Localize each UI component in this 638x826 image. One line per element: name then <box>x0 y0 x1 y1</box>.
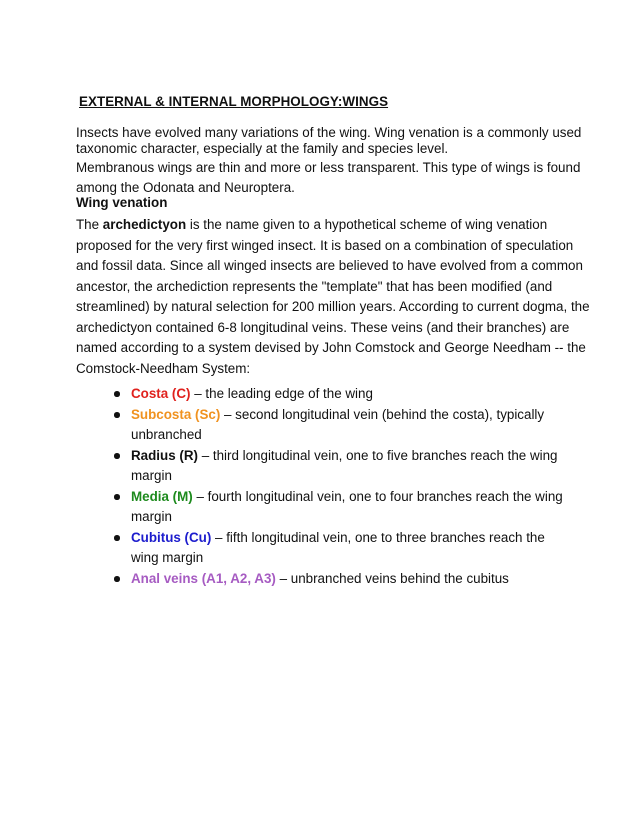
archedictyon-line: Comstock-Needham System: <box>76 360 251 376</box>
membranous-line: among the Odonata and Neuroptera. <box>76 180 295 195</box>
archedictyon-line <box>76 215 576 236</box>
vein-description: – the leading edge of the wing <box>190 386 373 401</box>
intro-line: Insects have evolved many variations of the wing. Wing venation is a commonly used <box>76 125 582 140</box>
list-item <box>114 384 574 404</box>
list-item <box>114 487 574 527</box>
vein-name: Costa (C) <box>131 386 191 401</box>
list-item <box>114 569 574 589</box>
vein-description: – unbranched veins behind the cubitus <box>275 571 509 586</box>
archedictyon-suffix: is the name given to a hypothetical scheme of wing venation <box>186 217 548 232</box>
membranous-paragraph <box>76 158 581 198</box>
vein-name: Cubitus (Cu) <box>131 530 212 545</box>
list-item <box>114 405 574 445</box>
archedictyon-paragraph <box>76 215 590 379</box>
list-item <box>114 446 574 486</box>
bullet-icon <box>114 391 120 397</box>
archedictyon-line: and fossil data. Since all winged insects are believed to have evolved from a common <box>76 258 583 273</box>
archedictyon-line: ancestor, the archediction represents the "template" that has been modified (and <box>76 278 553 294</box>
bullet-icon <box>114 576 120 582</box>
archedictyon-line: streamlined) by natural selection for 200 million years. According to current dogma, the <box>76 299 590 314</box>
intro-paragraph <box>76 125 582 157</box>
vein-description: – third longitudinal vein, one to five branches reach the wing margin <box>131 448 558 483</box>
archedictyon-term: archedictyon <box>102 217 187 232</box>
archedictyon-prefix: The <box>76 217 103 232</box>
vein-description: – fifth longitudinal vein, one to three branches reach the wing margin <box>131 530 545 565</box>
bullet-icon <box>114 494 120 500</box>
section-heading: Wing venation <box>76 195 168 210</box>
vein-name: Subcosta (Sc) <box>131 407 221 422</box>
vein-list <box>114 384 574 590</box>
archedictyon-line: archedictyon contained 6-8 longitudinal veins. These veins (and their branches) are <box>76 319 570 335</box>
page-title: EXTERNAL & INTERNAL MORPHOLOGY:WINGS <box>79 94 389 109</box>
vein-name: Media (M) <box>131 489 193 504</box>
bullet-icon <box>114 453 120 459</box>
archedictyon-line: named according to a system devised by John Comstock and George Needham -- the <box>76 340 586 355</box>
vein-name: Anal veins (A1, A2, A3) <box>131 571 276 586</box>
archedictyon-line: proposed for the very first winged insect. It is based on a combination of speculation <box>76 237 574 253</box>
vein-description: – second longitudinal vein (behind the costa), typically unbranched <box>131 407 545 442</box>
membranous-line: Membranous wings are thin and more or less transparent. This type of wings is found <box>76 160 581 175</box>
bullet-icon <box>114 535 120 541</box>
list-item <box>114 528 574 568</box>
vein-description: – fourth longitudinal vein, one to four branches reach the wing margin <box>131 489 563 524</box>
bullet-icon <box>114 412 120 418</box>
vein-name: Radius (R) <box>131 448 198 463</box>
intro-line: taxonomic character, especially at the family and species level. <box>76 141 449 156</box>
